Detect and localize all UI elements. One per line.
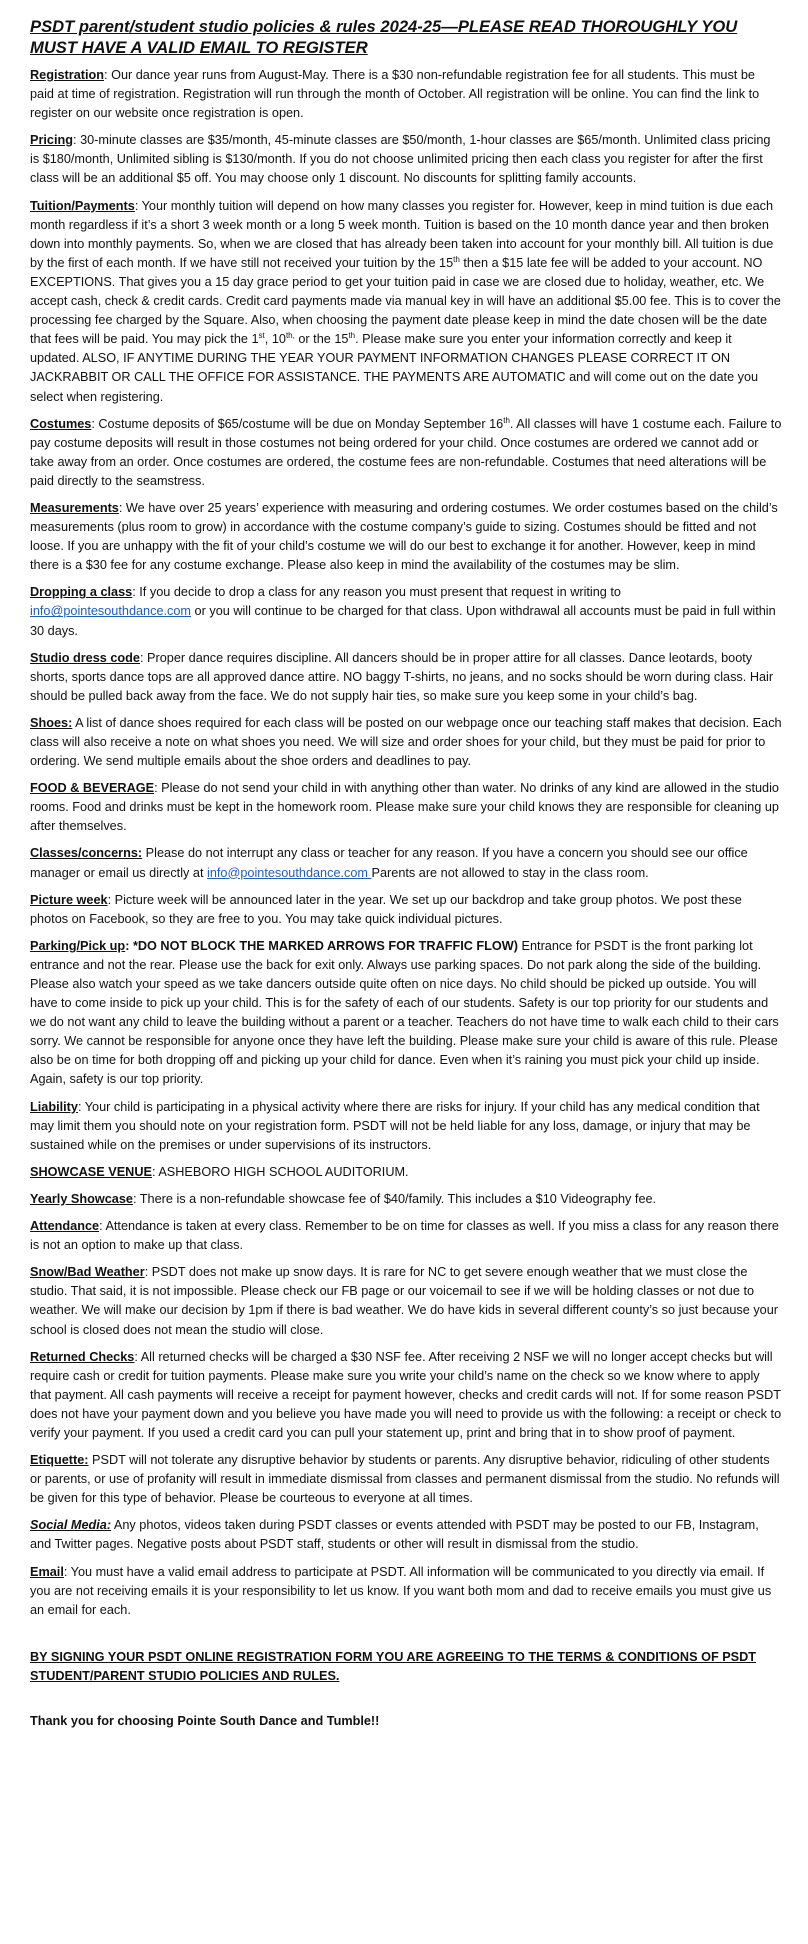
costumes-body-1: : Costume deposits of $65/costume will be due on Monday September 16: [91, 416, 504, 431]
classes-heading: Classes/concerns:: [30, 846, 143, 861]
classes-body-2: Parents are not allowed to stay in the class room.: [371, 865, 649, 880]
costumes-section: [30, 415, 782, 491]
returned-checks-body: : All returned checks will be charged a $30 NSF fee. After receiving 2 NSF we will no longer accept checks but will require cash or credit for tuition payments. Please make sure you write your child’s name on the check so we know where to apply that payment. All cash payments will receive a receipt for payment however, checks and credit cards will not. If for some reason PSDT does not have your payment down and you believe you have made you will need to provide us with the following: a receipt or check to verify your payment. If you used a credit card you can pull your statement up, print and bring that in to show proof of payment.: [30, 1349, 782, 1440]
picture-heading: Picture week: [30, 892, 108, 907]
parking-warning: : *DO NOT BLOCK THE MARKED ARROWS FOR TRAFFIC FLOW): [125, 938, 518, 953]
shoes-section: [30, 714, 782, 771]
tuition-body-3: , 10: [264, 332, 286, 347]
measurements-section: [30, 499, 782, 575]
email-link[interactable]: info@pointesouthdance.com: [30, 604, 192, 619]
tuition-sup-2: st: [258, 330, 265, 340]
tuition-body-5: . Please make sure you enter your information correctly and keep it updated. ALSO, IF ANYTIME DURING THE YEAR YOUR PAYMENT INFORMATION CHANGES PLEASE CORRECT IT ON JACKRABBIT OR CALL THE OFFICE FOR ASSISTANCE. THE PAYMENTS ARE AUTOMATIC and will come out on the date you select when registering.: [30, 332, 759, 404]
yearly-showcase-body: : There is a non-refundable showcase fee of $40/family. This includes a $10 Videography fee.: [132, 1191, 657, 1206]
dropping-section: [30, 583, 782, 640]
spacer: [30, 1628, 782, 1648]
dress-code-heading: Studio dress code: [30, 650, 140, 665]
returned-checks-heading: Returned Checks: [30, 1349, 135, 1364]
liability-body: : Your child is participating in a physical activity where there are risks for injury. If your child has any medical condition that may limit them you should note on your registration form. PSDT will not be held liable for any loss, damage, or injury that may be sustained while on the premises or under supervisions of its instructors.: [30, 1099, 760, 1152]
returned-checks-section: [30, 1348, 782, 1443]
showcase-venue-section: [30, 1163, 782, 1182]
thank-you-note: Thank you for choosing Pointe South Dance and Tumble!!: [30, 1714, 380, 1728]
dropping-body-1: : If you decide to drop a class for any reason you must present that request in writing to: [132, 585, 621, 600]
shoes-body: A list of dance shoes required for each class will be posted on our webpage once our teaching staff makes that decision. Each class will also receive a note on what shoes you need. We will size and order shoes for your child, but they must be paid for prior to ordering. We send multiple emails about the shoe orders and deadlines to pay.: [30, 715, 782, 769]
costumes-sup-1: th: [503, 415, 510, 425]
parking-body: Entrance for PSDT is the front parking lot entrance and not the rear. Please use the back for exit only. Always use parking spaces. Do not park along the side of the building. Please also watch your speed as we take dancers outside quite often on nice days. No child should be picked up outside. You will have to come inside to pick up your child. This is for the safety of each of our students. Safety is our top priority for our students and we do not want any child to leave the building without a parent or a teacher. Teachers do not have time to walk each child to their cars sorry. We cannot be responsible for anyone once they have left the building. Please make sure your child is aware of this rule. Please also be on time for both dropping off and picking up your child for dance. Even when it’s raining you must pick your child up inside. Again, safety is our top priority.: [30, 938, 779, 1087]
email-body: : You must have a valid email address to participate at PSDT. All information will be communicated to you directly via email. If you are not receiving emails it is your responsibility to let us know. If you want both mom and dad to receive emails you must give us an email for each.: [30, 1564, 772, 1617]
liability-section: [30, 1098, 782, 1155]
tuition-sup-4: th: [348, 330, 356, 340]
showcase-venue-heading: SHOWCASE VENUE: [30, 1164, 152, 1179]
tuition-section: [30, 197, 782, 407]
food-heading: FOOD & BEVERAGE: [30, 781, 155, 796]
email-link[interactable]: info@pointesouthdance.com: [207, 865, 372, 880]
shoes-heading: Shoes:: [30, 715, 73, 730]
parking-heading: Parking/Pick up: [30, 938, 126, 953]
snow-body: : PSDT does not make up snow days. It is rare for NC to get severe enough weather that we must close the studio. That said, it is not impossible. Please check our FB page or our voicemail to see if we will be holding classes or not due to weather. We will make our decision by 1pm if there is bad weather. We do have kids in several different county’s so just because your school is closed does not mean the studio will close.: [30, 1265, 779, 1337]
dress-code-body: : Proper dance requires discipline. All dancers should be in proper attire for all classes. Dance leotards, booty shorts, sports dance tops are all approved dance attire. NO baggy T-shirts, no jeans, and no socks should be worn during class. Hair should be pulled back away from the face. We do not supply hair ties, so make sure you keep some in your child’s bag.: [30, 650, 774, 703]
social-media-heading: Social Media:: [30, 1518, 112, 1533]
costumes-body-2: . All classes will have 1 costume each. Failure to pay costume deposits will result in those costumes not being ordered for your child. Once costumes are ordered we cannot add or take away from an order. Once costumes are ordered, the costume fees are non-refundable. Costumes that need alterations will be paid directly to the seamstress.: [30, 416, 782, 488]
email-heading: Email: [30, 1564, 64, 1579]
etiquette-body: PSDT will not tolerate any disruptive behavior by students or parents. Any disruptive behavior, ridiculing of other students or parents, or use of profanity will result in immediate dismissal from classes and permanent dismissal from the studio. No refunds will be given for this type of behavior. Please be courteous to everyone at all times.: [30, 1453, 780, 1506]
etiquette-heading: Etiquette:: [30, 1453, 89, 1468]
social-media-body: Any photos, videos taken during PSDT classes or events attended with PSDT may be posted to our FB, Instagram, and Twitter pages. Negative posts about PSDT staff, students or other will result in dismissal from the studio.: [30, 1518, 759, 1552]
costumes-heading: Costumes: [30, 416, 92, 431]
tuition-body-1: : Your monthly tuition will depend on how many classes you register for. However, keep in mind tuition is due each month regardless if it’s a short 3 week month or a long 5 week month. Tuition is based on the 10 month dance year and then broken down into monthly payments. So, when we are closed that has already been taken into account for your monthly bill. All tuition is due by the first of each month. If we have still not received your tuition by the 15: [30, 198, 774, 270]
classes-section: [30, 844, 782, 882]
attendance-heading: Attendance: [30, 1219, 100, 1234]
registration-heading: Registration: [30, 68, 105, 82]
terms-agreement: BY SIGNING YOUR PSDT ONLINE REGISTRATION FORM YOU ARE AGREEING TO THE TERMS & CONDITIONS OF PSDT STUDENT/PARENT STUDIO POLICIES AND RULES.: [30, 1649, 757, 1683]
dropping-heading: Dropping a class: [30, 585, 133, 600]
pricing-section: [30, 131, 782, 188]
pricing-heading: Pricing: [30, 133, 74, 148]
email-section: [30, 1563, 782, 1620]
snow-heading: Snow/Bad Weather: [30, 1265, 145, 1280]
snow-section: [30, 1263, 782, 1339]
dress-code-section: [30, 649, 782, 706]
registration-body: : Our dance year runs from August-May. There is a $30 non-refundable registration fee for all students. This must be paid at time of registration. Registration will run through the month of October. All registration will be online. You can find the link to register on our website once registration is open.: [30, 68, 760, 121]
picture-section: [30, 891, 782, 929]
social-media-section: [30, 1516, 782, 1554]
tuition-sup-1: th: [453, 254, 460, 264]
showcase-venue-body: : ASHEBORO HIGH SCHOOL AUDITORIUM.: [151, 1164, 409, 1179]
etiquette-section: [30, 1451, 782, 1508]
food-section: [30, 779, 782, 836]
pricing-body: : 30-minute classes are $35/month, 45-minute classes are $50/month, 1-hour classes are $65/month. Unlimited class pricing is $180/month, Unlimited sibling is $130/month. If you do not choose unlimited pricing then each class you register for after the first class will be an additional $5 off. You may choose only 1 discount. No discounts for splitting family accounts.: [30, 133, 771, 186]
attendance-section: [30, 1217, 782, 1255]
yearly-showcase-heading: Yearly Showcase: [30, 1191, 133, 1206]
tuition-heading: Tuition/Payments: [30, 198, 135, 213]
measurements-body: : We have over 25 years’ experience with measuring and ordering costumes. We order costumes based on the child’s measurements (plus room to grow) in accordance with the costume company’s guide to sizing. Costumes should be fitted and not loose. If you are unhappy with the fit of your child’s costume we will do our best to exchange it for another. However, keep in mind there is a $30 fee for any costume exchange. Please also keep in mind the availability of the costumes may be slim.: [30, 500, 778, 573]
registration-section: [30, 66, 782, 123]
tuition-body-2: then a $15 late fee will be added to your account. NO EXCEPTIONS. That gives you a 15 day grace period to get your tuition paid in case we are closed due to holiday, weather, etc. We accept cash, check & credit cards. Credit card payments made via manual key in will have an additional $5.00 fee. This is to cover the processing fee charged by the Square. Also, when choosing the payment date please keep in mind the date chosen will be the date that fees will be paid. You may pick the 1: [30, 255, 781, 347]
classes-body-1: Please do not interrupt any class or teacher for any reason. If you have a concern you should see our office manager or email us directly at: [30, 846, 748, 880]
parking-section: [30, 937, 782, 1090]
food-body: : Please do not send your child in with anything other than water. No drinks of any kind are allowed in the studio rooms. Food and drinks must be kept in the homework room. Please make sure your child knows they are responsible for cleaning up after themselves.: [30, 781, 779, 834]
attendance-body: : Attendance is taken at every class. Remember to be on time for classes as well. If you miss a class for any reason there is not an option to make up that class.: [30, 1219, 779, 1253]
document-title: PSDT parent/student studio policies & rules 2024-25—PLEASE READ THOROUGHLY YOU MUST HAVE A VALID EMAIL TO REGISTER: [30, 17, 738, 57]
tuition-body-4: or the 15: [294, 332, 349, 347]
tuition-sup-3: th,: [285, 330, 295, 340]
policy-document: [30, 16, 782, 1731]
liability-heading: Liability: [30, 1099, 78, 1114]
picture-body: : Picture week will be announced later in the year. We set up our backdrop and take group photos. We post these photos on Facebook, so they are free to you. You may take quick individual pictures.: [30, 892, 742, 926]
dropping-body-2: or you will continue to be charged for that class. Upon withdrawal all accounts must be paid in full within 30 days.: [30, 604, 776, 638]
yearly-showcase-section: [30, 1190, 782, 1209]
measurements-heading: Measurements: [30, 500, 119, 515]
